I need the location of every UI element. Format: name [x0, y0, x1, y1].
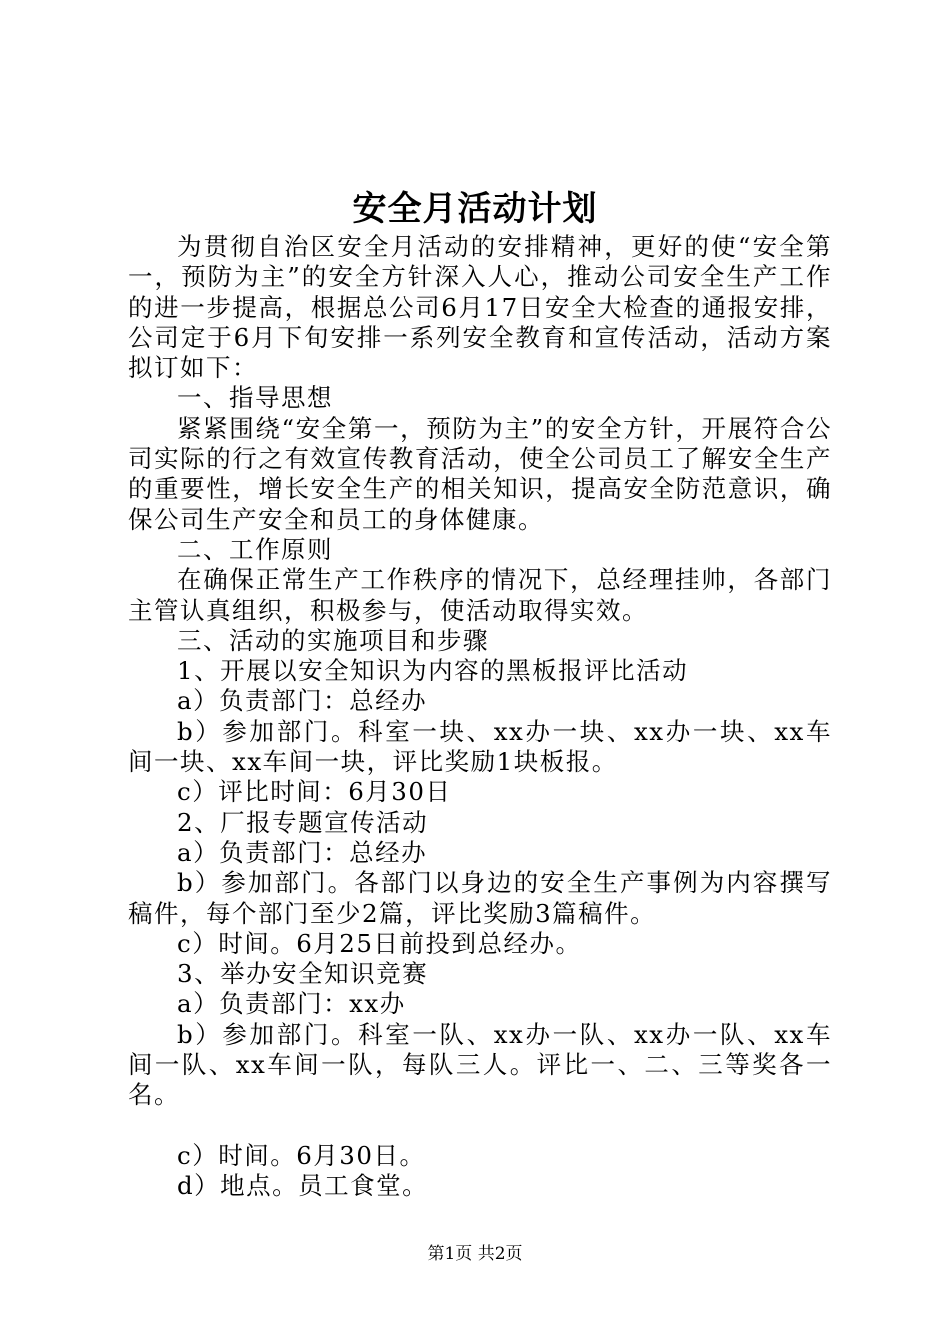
list-item: b）参加部门。科室一队、xx办一队、xx办一队、xx车间一队、xx车间一队，每队三人。评比一、二、三等奖各一名。: [128, 1019, 832, 1110]
list-item: a）负责部门：xx办: [177, 989, 406, 1019]
item-heading-blackboard: 1、开展以安全知识为内容的黑板报评比活动: [177, 656, 689, 686]
list-item: c）时间。6月25日前投到总经办。: [177, 928, 582, 958]
list-item: a）负责部门：总经办: [177, 837, 428, 867]
list-item: d）地点。员工食堂。: [177, 1171, 429, 1201]
paragraph-guiding-ideology: 紧紧围绕“安全第一，预防为主”的安全方针，开展符合公司实际的行之有效宣传教育活动，使全公司员工了解安全生产的重要性，增长安全生产的相关知识，提高安全防范意识，确保公司生产安全和员工的身体健康。: [128, 413, 832, 534]
section-heading-work-principle: 二、工作原则: [177, 534, 333, 564]
intro-paragraph: 为贯彻自治区安全月活动的安排精神，更好的使“安全第一，预防为主”的安全方针深入人心，推动公司安全生产工作的进一步提高，根据总公司6月17日安全大检查的通报安排，公司定于6月下旬安排一系列安全教育和宣传活动，活动方案拟订如下：: [128, 232, 832, 383]
list-item: a）负责部门：总经办: [177, 686, 428, 716]
document-body: [128, 232, 832, 1202]
item-heading-quiz: 3、举办安全知识竞赛: [177, 959, 429, 989]
list-item: c）评比时间：6月30日: [177, 777, 452, 807]
item-heading-newspaper: 2、厂报专题宣传活动: [177, 807, 429, 837]
paragraph-work-principle: 在确保正常生产工作秩序的情况下，总经理挂帅，各部门主管认真组织，积极参与，使活动取得实效。: [128, 565, 832, 625]
list-item: c）时间。6月30日。: [177, 1140, 426, 1170]
page-title: 安全月活动计划: [352, 189, 598, 229]
page-footer: 第1页 共2页: [427, 1244, 523, 1264]
list-item: b）参加部门。科室一块、xx办一块、xx办一块、xx车间一块、xx车间一块，评比奖励1块板报。: [128, 716, 832, 777]
section-heading-implementation: 三、活动的实施项目和步骤: [177, 625, 489, 655]
list-item: b）参加部门。各部门以身边的安全生产事例为内容撰写稿件，每个部门至少2篇，评比奖励3篇稿件。: [128, 868, 832, 928]
section-heading-guiding-ideology: 一、指导思想: [177, 383, 333, 413]
